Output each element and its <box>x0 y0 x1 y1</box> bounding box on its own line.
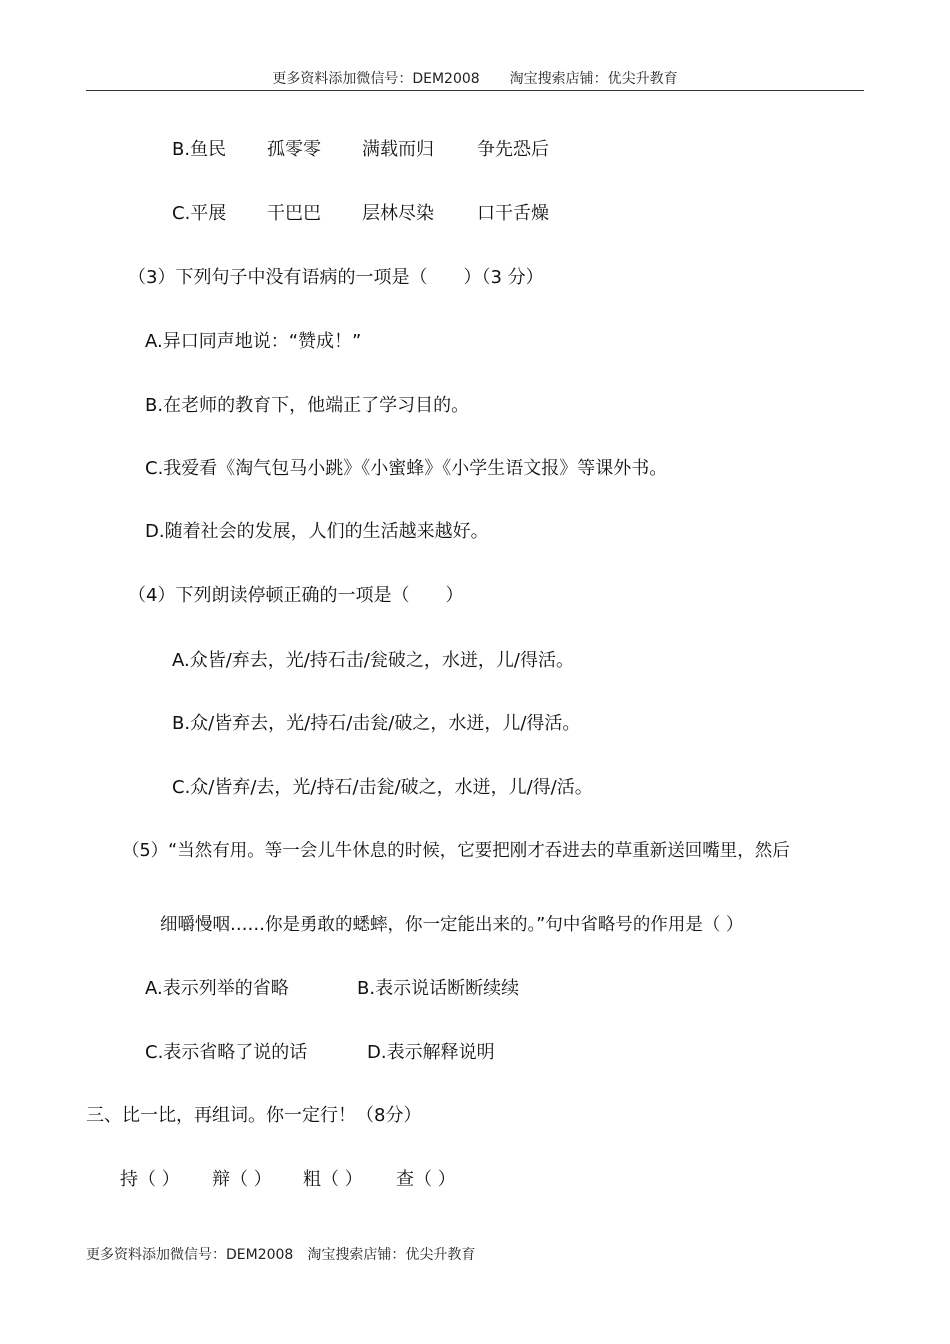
q5-question-line-2: 细嚼慢咽……你是勇敢的蟋蟀，你一定能出来的。”句中省略号的作用是（ ） <box>160 915 744 935</box>
q5-option-a: A.表示列举的省略 <box>145 978 289 999</box>
section-3-item-2: 辩（ ） <box>212 1169 272 1190</box>
footer-wechat: 更多资料添加微信号：DEM2008 <box>86 1247 294 1263</box>
section-3-item-3: 粗（ ） <box>303 1169 363 1190</box>
q3-option-b: B.在老师的教育下，他端正了学习目的。 <box>145 395 470 416</box>
q2-c-word-1: C.平展 <box>172 203 227 224</box>
q2-b-word-4: 争先恐后 <box>477 139 549 160</box>
header-divider <box>86 90 864 91</box>
section-3-title: 三、比一比，再组词。你一定行！（8分） <box>86 1105 422 1126</box>
page-footer <box>86 1244 475 1264</box>
q2-b-word-1: B.鱼民 <box>172 139 227 160</box>
q2-c-word-2: 干巴巴 <box>267 203 321 224</box>
q4-question: （4）下列朗读停顿正确的一项是（ ） <box>128 585 464 606</box>
q4-option-b: B.众/皆弃去，光/持石/击瓮/破之，水迸，儿/得活。 <box>172 713 581 734</box>
footer-shop: 淘宝搜索店铺：优尖升教育 <box>307 1247 476 1263</box>
page-header <box>0 68 950 88</box>
q3-option-d: D.随着社会的发展，人们的生活越来越好。 <box>145 521 489 542</box>
q5-option-b: B.表示说话断断续续 <box>357 978 520 999</box>
section-3-item-1: 持（ ） <box>120 1169 180 1190</box>
header-wechat: 更多资料添加微信号：DEM2008 <box>272 71 480 87</box>
q5-option-d: D.表示解释说明 <box>367 1042 495 1063</box>
q2-c-word-4: 口干舌燥 <box>477 203 549 224</box>
q3-option-a: A.异口同声地说：“赞成！” <box>145 331 362 352</box>
header-shop: 淘宝搜索店铺：优尖升教育 <box>509 71 678 87</box>
q5-question-line-1: （5）“当然有用。等一会儿牛休息的时候，它要把刚才吞进去的草重新送回嘴里，然后 <box>122 841 790 861</box>
section-3-item-4: 查（ ） <box>396 1169 456 1190</box>
q3-option-c: C.我爱看《淘气包马小跳》《小蜜蜂》《小学生语文报》等课外书。 <box>145 458 668 479</box>
q5-option-c: C.表示省略了说的话 <box>145 1042 308 1063</box>
q4-option-a: A.众皆/弃去，光/持石击/瓮破之，水迸，儿/得活。 <box>172 650 574 671</box>
q2-b-word-2: 孤零零 <box>267 139 321 160</box>
q3-question: （3）下列句子中没有语病的一项是（ ）（3 分） <box>128 267 544 288</box>
q2-c-word-3: 层林尽染 <box>362 203 434 224</box>
q4-option-c: C.众/皆弃/去，光/持石/击瓮/破之，水迸，儿/得/活。 <box>172 777 593 798</box>
q2-b-word-3: 满载而归 <box>362 139 434 160</box>
